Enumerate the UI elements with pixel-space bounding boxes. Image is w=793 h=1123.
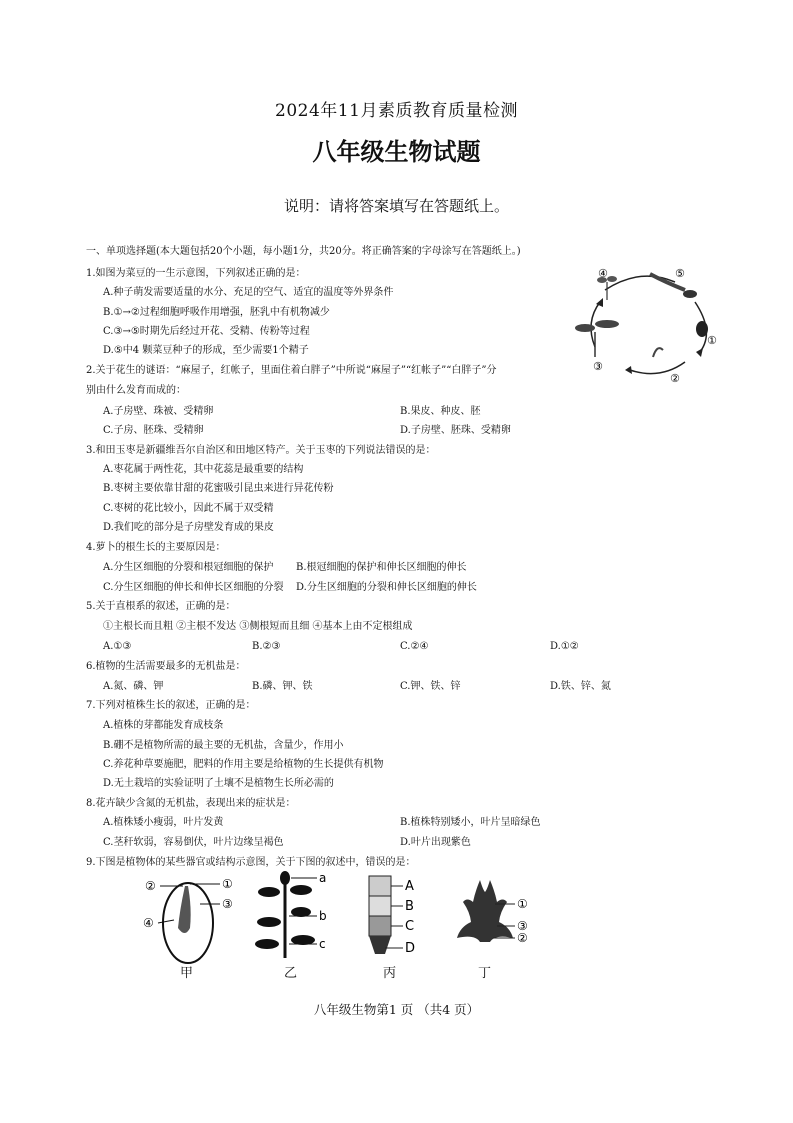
arrowhead <box>625 366 632 374</box>
shoot-diagram <box>245 868 340 963</box>
leaf <box>255 939 279 949</box>
q2-option-b: B.果皮、种皮、胚 <box>400 406 481 417</box>
q9-stem: 9.下图是植物体的某些器官或结构示意图，关于下图的叙述中，错误的是： <box>86 857 416 868</box>
seed-diagram <box>140 868 240 968</box>
answer-note: 说明：请将答案填写在答题纸上。 <box>283 197 509 215</box>
bud-diagram <box>445 872 545 962</box>
figure-label: ① <box>707 334 717 347</box>
subject-title: 八年级生物试题 <box>312 137 481 166</box>
q8-option-b: B.植株特别矮小，叶片呈暗绿色 <box>400 817 541 828</box>
root-cap <box>369 936 391 954</box>
q1-option-b: B.①→②过程细胞呼吸作用增强，胚乳中有机物减少 <box>103 307 330 318</box>
bud-shape <box>457 880 513 942</box>
seed-label: ③ <box>222 897 233 911</box>
root-label: B <box>405 899 414 914</box>
q8-stem: 8.花卉缺少含氮的无机盐，表现出来的症状是： <box>86 798 296 809</box>
q7-stem: 7.下列对植株生长的叙述，正确的是： <box>86 700 256 711</box>
q8-option-d: D.叶片出现紫色 <box>400 837 471 848</box>
figure-caption-yi: 乙 <box>284 966 298 981</box>
bean-lifecycle-figure <box>565 262 725 387</box>
shoot-label: c <box>319 937 326 951</box>
figure-label: ④ <box>598 267 608 280</box>
q8-option-a: A.植株矮小瘦弱，叶片发黄 <box>103 817 224 828</box>
leaf <box>290 885 312 895</box>
terminal-bud <box>280 871 290 885</box>
q5-option-c: C.②④ <box>400 641 429 652</box>
q2-option-a: A.子房壁、珠被、受精卵 <box>103 406 214 417</box>
figure-label: ② <box>670 372 680 385</box>
q6-option-b: B.磷、钾、铁 <box>252 681 313 692</box>
figure-label: ⑤ <box>675 267 685 280</box>
q2-stem: 2.关于花生的谜语：“麻屋子，红帐子，里面住着白胖子”中所说“麻屋子”“红帐子”“白胖子”分 <box>86 365 497 376</box>
arrowhead <box>696 348 703 357</box>
q5-option-a: A.①③ <box>103 641 132 652</box>
q3-option-d: D.我们吃的部分是子房壁发育成的果皮 <box>103 522 274 533</box>
leaf <box>595 320 619 328</box>
q1-option-a: A.种子萌发需要适量的水分、充足的空气、适宜的温度等外界条件 <box>103 287 394 298</box>
leaf <box>258 887 280 897</box>
root-tip-diagram <box>355 872 425 962</box>
leaf <box>257 917 281 927</box>
pointer-line <box>158 920 174 923</box>
shoot-label: a <box>319 871 327 885</box>
seed-label: ① <box>222 877 233 891</box>
bud-label: ① <box>517 897 528 911</box>
figure-label: ③ <box>593 360 603 373</box>
q5-statements: ①主根长而且粗 ②主根不发达 ③侧根短而且细 ④基本上由不定根组成 <box>103 621 413 632</box>
q5-stem: 5.关于直根系的叙述，正确的是： <box>86 601 236 612</box>
root-label: C <box>405 919 415 934</box>
seed-label: ④ <box>143 916 154 930</box>
seed-label: ② <box>145 879 156 893</box>
sprout <box>653 348 663 357</box>
page-footer: 八年级生物第1 页 （共4 页） <box>313 1002 480 1017</box>
q6-option-d: D.铁、锌、氮 <box>550 681 611 692</box>
q1-option-c: C.③→⑤时期先后经过开花、受精、传粉等过程 <box>103 326 310 337</box>
q1-stem: 1.如图为菜豆的一生示意图，下列叙述正确的是： <box>86 268 306 279</box>
q2-option-c: C.子房、胚珠、受精卵 <box>103 425 204 436</box>
root-zone-b <box>369 896 391 916</box>
q4-option-b: B.根冠细胞的保护和伸长区细胞的伸长 <box>296 562 467 573</box>
q2-option-d: D.子房壁、胚珠、受精卵 <box>400 425 511 436</box>
q5-option-d: D.①② <box>550 641 579 652</box>
q4-option-c: C.分生区细胞的伸长和伸长区细胞的分裂 <box>103 582 284 593</box>
q4-option-d: D.分生区细胞的分裂和伸长区细胞的伸长 <box>296 582 477 593</box>
leaf <box>607 276 617 282</box>
bean-seed <box>683 290 697 298</box>
leaf <box>575 324 595 332</box>
root-zone-c <box>369 916 391 936</box>
root-label: D <box>405 941 416 956</box>
q3-stem: 3.和田玉枣是新疆维吾尔自治区和田地区特产。关于玉枣的下列说法错误的是： <box>86 445 436 456</box>
q4-option-a: A.分生区细胞的分裂和根冠细胞的保护 <box>103 562 274 573</box>
q6-option-a: A.氮、磷、钾 <box>103 681 164 692</box>
shoot-label: b <box>319 909 327 923</box>
q5-option-b: B.②③ <box>252 641 281 652</box>
q1-option-d: D.⑤中4 颗菜豆种子的形成，至少需要1个精子 <box>103 345 309 356</box>
q6-option-c: C.钾、铁、锌 <box>400 681 461 692</box>
q8-option-c: C.茎秆软弱，容易倒伏，叶片边缘呈褐色 <box>103 837 284 848</box>
q7-option-c: C.养花种草要施肥，肥料的作用主要是给植物的生长提供有机物 <box>103 759 384 770</box>
figure-caption-ding: 丁 <box>478 966 492 981</box>
q3-option-a: A.枣花属于两性花，其中花蕊是最重要的结构 <box>103 464 304 475</box>
figure-caption-jia: 甲 <box>180 966 194 981</box>
section-heading: 一、单项选择题(本大题包括20个小题，每小题1分，共20分。将正确答案的字母涂写在答题纸上。) <box>86 246 521 257</box>
root-zone-a <box>369 876 391 896</box>
embryo <box>178 886 191 933</box>
q7-option-b: B.硼不是植物所需的最主要的无机盐，含量少，作用小 <box>103 740 344 751</box>
q3-option-c: C.枣树的花比较小，因此不属于双受精 <box>103 503 274 514</box>
figure-caption-bing: 丙 <box>383 966 397 981</box>
q7-option-a: A.植株的芽都能发育成枝条 <box>103 720 224 731</box>
root-label: A <box>405 879 414 894</box>
q7-option-d: D.无土栽培的实验证明了土壤不是植物生长所必需的 <box>103 778 334 789</box>
q2-stem-cont: 别由什么发育而成的： <box>86 385 186 396</box>
q3-option-b: B.枣树主要依靠甘甜的花蜜吸引昆虫来进行异花传粉 <box>103 483 334 494</box>
exam-title: 2024年11月素质教育质量检测 <box>275 101 518 121</box>
bud-label: ② <box>517 931 528 945</box>
bud-label: ③ <box>517 919 528 933</box>
q6-stem: 6.植物的生活需要最多的无机盐是： <box>86 661 246 672</box>
q4-stem: 4.萝卜的根生长的主要原因是： <box>86 542 226 553</box>
